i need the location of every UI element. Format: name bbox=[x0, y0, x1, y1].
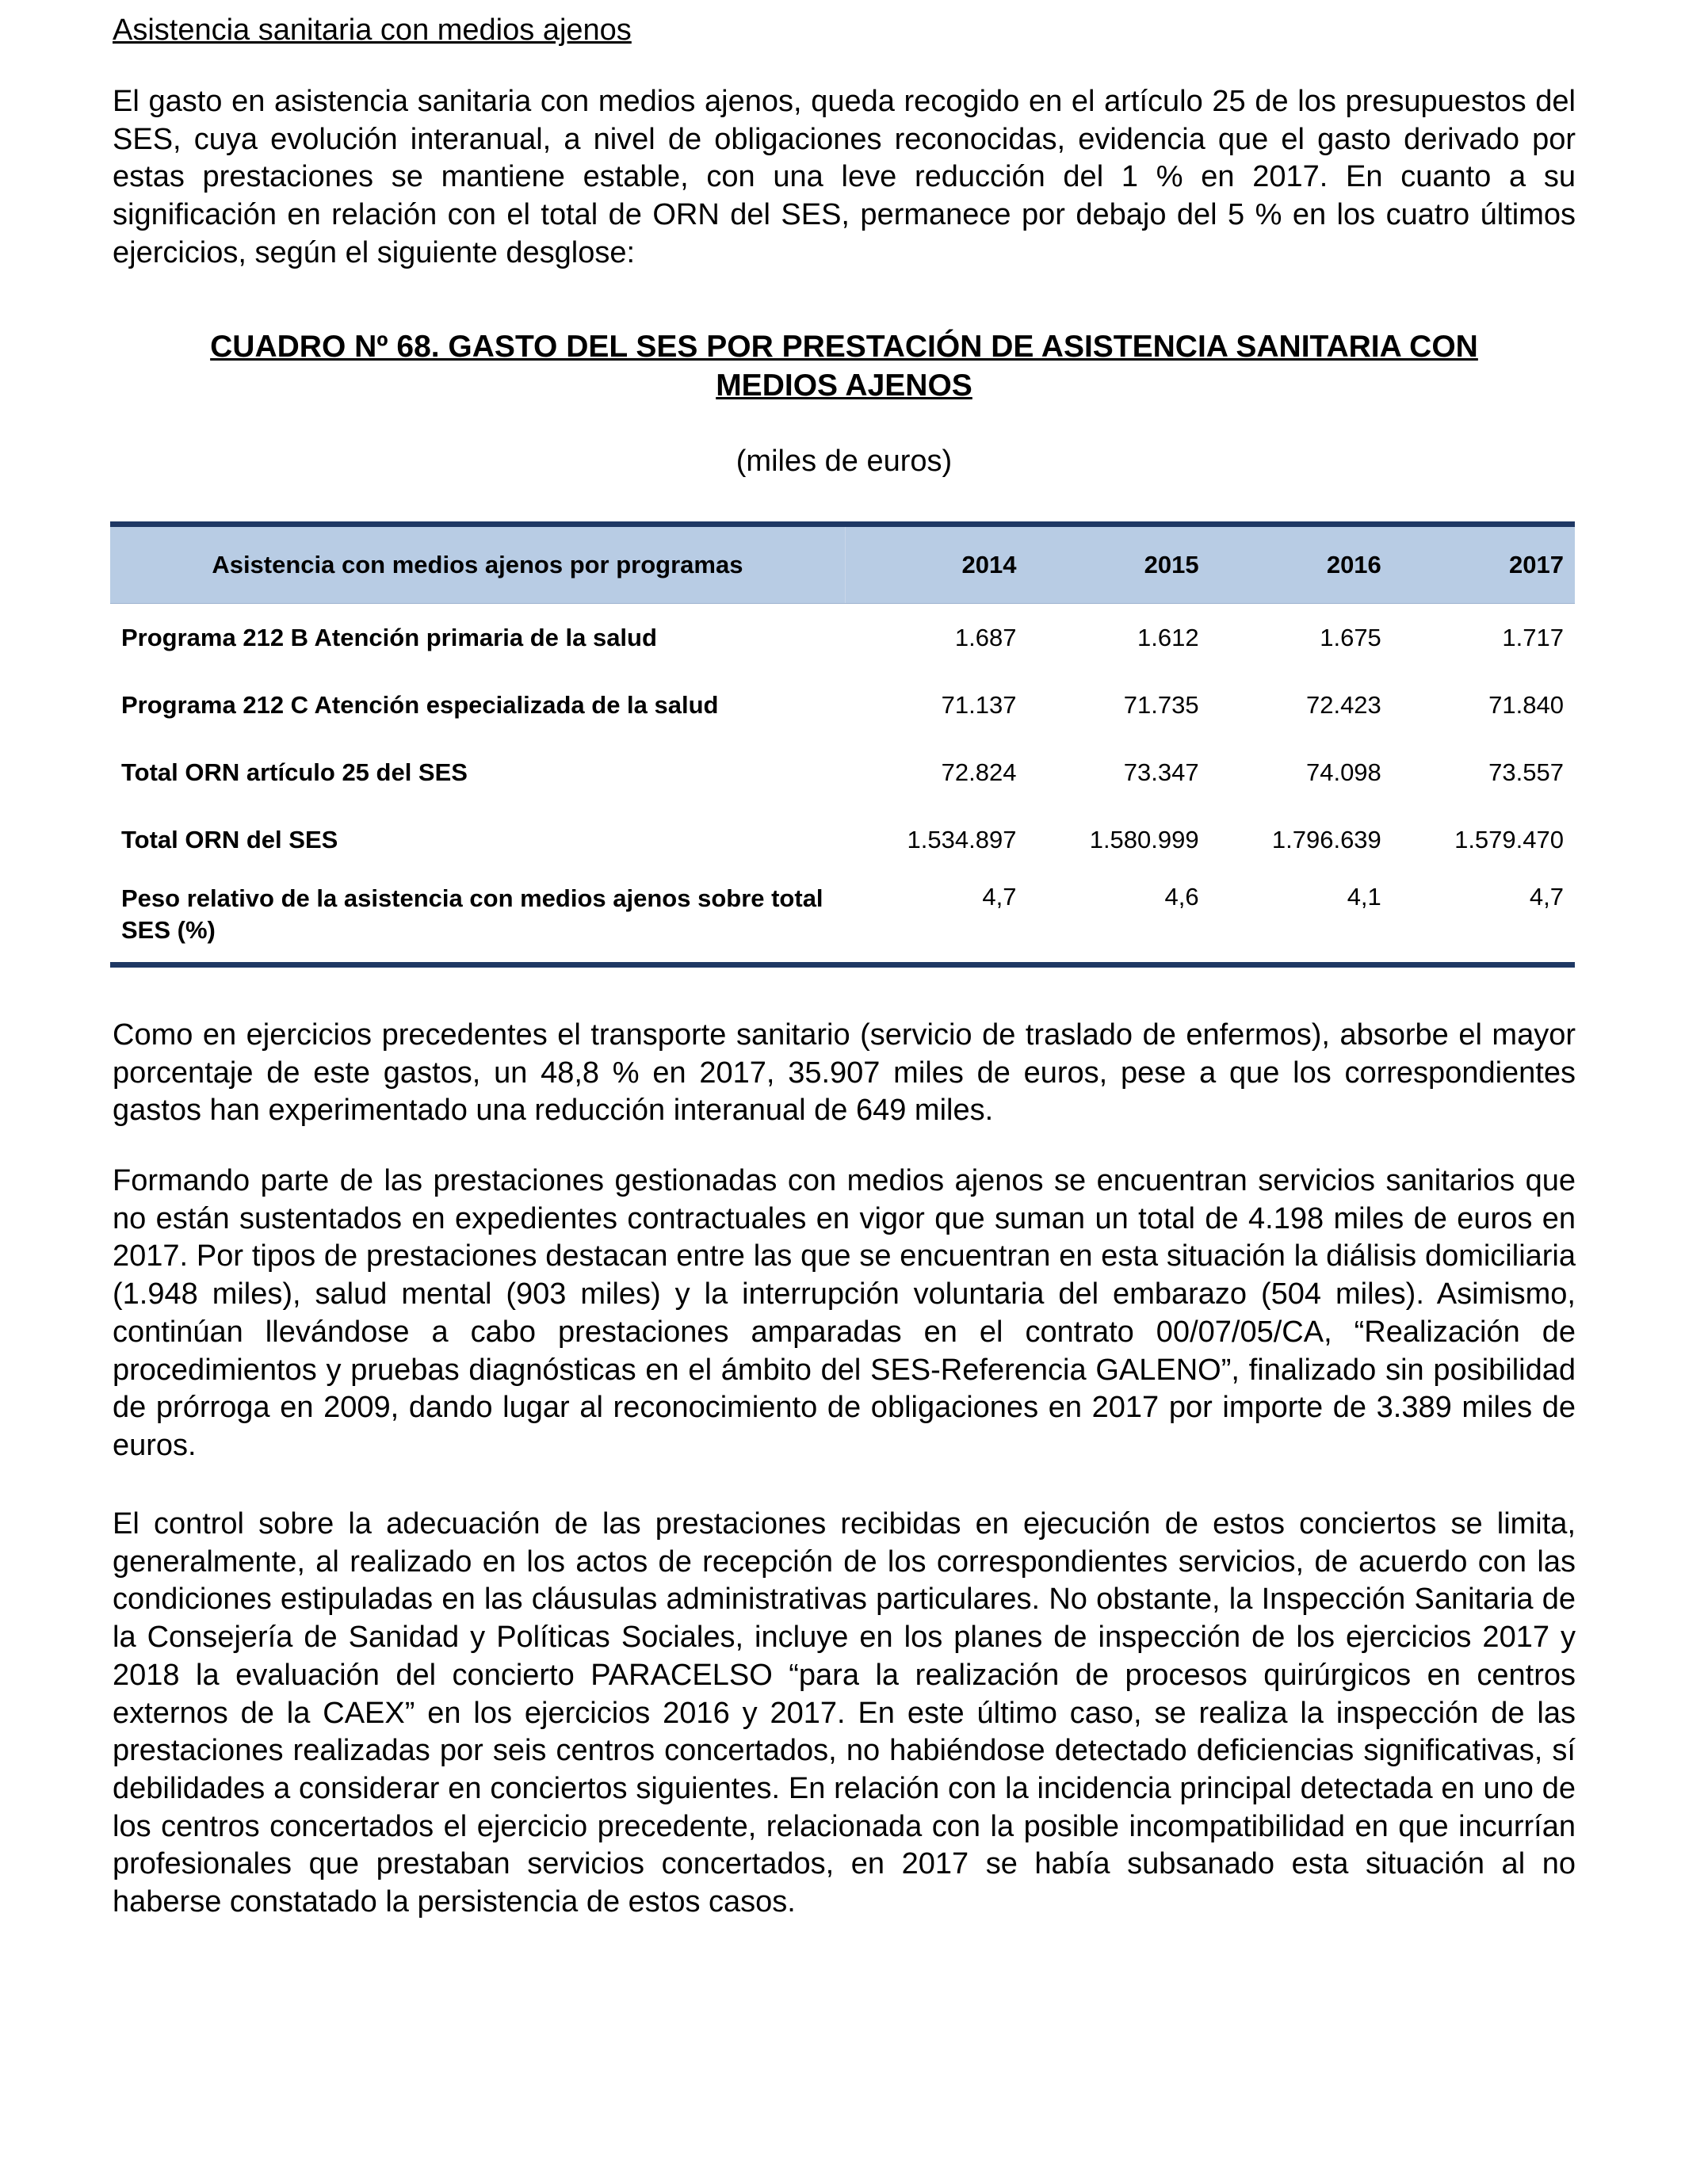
cell-value: 4,1 bbox=[1210, 873, 1393, 965]
row-label: Programa 212 C Atención especializada de la salud bbox=[121, 690, 719, 719]
cell-value: 72.423 bbox=[1305, 690, 1381, 719]
row-label: Programa 212 B Atención primaria de la salud bbox=[121, 623, 657, 651]
table-title-line-1: CUADRO Nº 68. GASTO DEL SES POR PRESTACIÓN DE ASISTENCIA SANITARIA CON bbox=[210, 330, 1478, 364]
header-label: Asistencia con medios ajenos por programas bbox=[110, 525, 845, 604]
table-row bbox=[110, 806, 1575, 873]
cell-value: 72.824 bbox=[941, 758, 1017, 786]
cell-value: 73.557 bbox=[1488, 758, 1564, 786]
table-header bbox=[110, 525, 1575, 604]
paragraph-intro: El gasto en asistencia sanitaria con medios ajenos, queda recogido en el artículo 25 de los presupuestos del SES, cuya evolución interanual, a nivel de obligaciones reconocidas, evidencia que el gasto derivado por estas prestaciones se mantiene estable, con una leve reducción del 1 % en 2017. En cuanto a su significación en relación con el total de ORN del SES, permanece por debajo del 5 % en los cuatro últimos ejercicios, según el siguiente desglose: bbox=[113, 85, 1576, 269]
paragraph-transport: Como en ejercicios precedentes el transporte sanitario (servicio de traslado de enfermos), absorbe el mayor porcentaje de este gastos, un 48,8 % en 2017, 35.907 miles de euros, pese a que los correspondientes gastos han experimentado una reducción interanual de 649 miles. bbox=[113, 1018, 1576, 1128]
cell-value: 4,7 bbox=[1393, 873, 1575, 965]
cell-value: 4,6 bbox=[1027, 873, 1209, 965]
cell-value: 1.579.470 bbox=[1454, 825, 1564, 853]
cell-value: 71.735 bbox=[1123, 690, 1199, 719]
row-label: Total ORN artículo 25 del SES bbox=[121, 758, 468, 786]
cell-value: 1.612 bbox=[1137, 623, 1199, 651]
table-title-line-2: MEDIOS AJENOS bbox=[716, 368, 972, 403]
cell-value: 73.347 bbox=[1123, 758, 1199, 786]
cell-value: 74.098 bbox=[1305, 758, 1381, 786]
cell-value: 71.137 bbox=[941, 690, 1017, 719]
cell-value: 1.796.639 bbox=[1271, 825, 1381, 853]
paragraph-services: Formando parte de las prestaciones gestionadas con medios ajenos se encuentran servicios sanitarios que no están sustentados en expedientes contractuales en vigor que suman un total de 4.198 miles de euros en 2017. Por tipos de prestaciones destacan entre las que se encuentran en esta situación la diálisis domiciliaria (1.948 miles), salud mental (903 miles) y la interrupción voluntaria del embarazo (504 miles). Asimismo, continúan llevándose a cabo prestaciones amparadas en el contrato 00/07/05/CA, “Realización de procedimientos y pruebas diagnósticas en el ámbito del SES-Referencia GALENO”, finalizado sin posibilidad de prórroga en 2009, dando lugar al reconocimiento de obligaciones en 2017 por importe de 3.389 miles de euros. bbox=[113, 1164, 1576, 1462]
expense-table bbox=[110, 521, 1575, 968]
table-row bbox=[110, 604, 1575, 672]
table-title bbox=[113, 327, 1576, 405]
row-label: Total ORN del SES bbox=[121, 825, 338, 853]
table-body bbox=[110, 604, 1575, 965]
header-year-2017: 2017 bbox=[1393, 525, 1575, 604]
header-year-2015: 2015 bbox=[1027, 525, 1209, 604]
cell-value: 1.534.897 bbox=[907, 825, 1017, 853]
header-year-2016: 2016 bbox=[1210, 525, 1393, 604]
table-header-row bbox=[110, 525, 1575, 604]
section-heading: Asistencia sanitaria con medios ajenos bbox=[113, 13, 632, 47]
table-row bbox=[110, 739, 1575, 806]
cell-value: 1.687 bbox=[954, 623, 1017, 651]
cell-value: 71.840 bbox=[1488, 690, 1564, 719]
cell-value: 4,7 bbox=[845, 873, 1027, 965]
paragraph-control: El control sobre la adecuación de las prestaciones recibidas en ejecución de estos conciertos se limita, generalmente, al realizado en los actos de recepción de los correspondientes servicios, de acuerdo con las condiciones estipuladas en las cláusulas administrativas particulares. No obstante, la Inspección Sanitaria de la Consejería de Sanidad y Políticas Sociales, incluye en los planes de inspección de los ejercicios 2017 y 2018 la evaluación del concierto PARACELSO “para la realización de procesos quirúrgicos en centros externos de la CAEX” en los ejercicios 2016 y 2017. En este último caso, se realiza la inspección de las prestaciones realizadas por seis centros concertados, no habiéndose detectado deficiencias significativas, sí debilidades a considerar en conciertos siguientes. En relación con la incidencia principal detectada en uno de los centros concertados el ejercicio precedente, relacionada con la posible incompatibilidad en que incurrían profesionales que prestaban servicios concertados, en 2017 se había subsanado esta situación al no haberse constatado la persistencia de estos casos. bbox=[113, 1507, 1576, 1919]
table-units: (miles de euros) bbox=[736, 445, 953, 478]
row-label: Peso relativo de la asistencia con medios ajenos sobre total SES (%) bbox=[110, 873, 845, 965]
cell-value: 1.717 bbox=[1502, 623, 1564, 651]
header-year-2014: 2014 bbox=[845, 525, 1027, 604]
table-row bbox=[110, 873, 1575, 965]
table-row bbox=[110, 671, 1575, 739]
cell-value: 1.580.999 bbox=[1089, 825, 1199, 853]
cell-value: 1.675 bbox=[1320, 623, 1381, 651]
